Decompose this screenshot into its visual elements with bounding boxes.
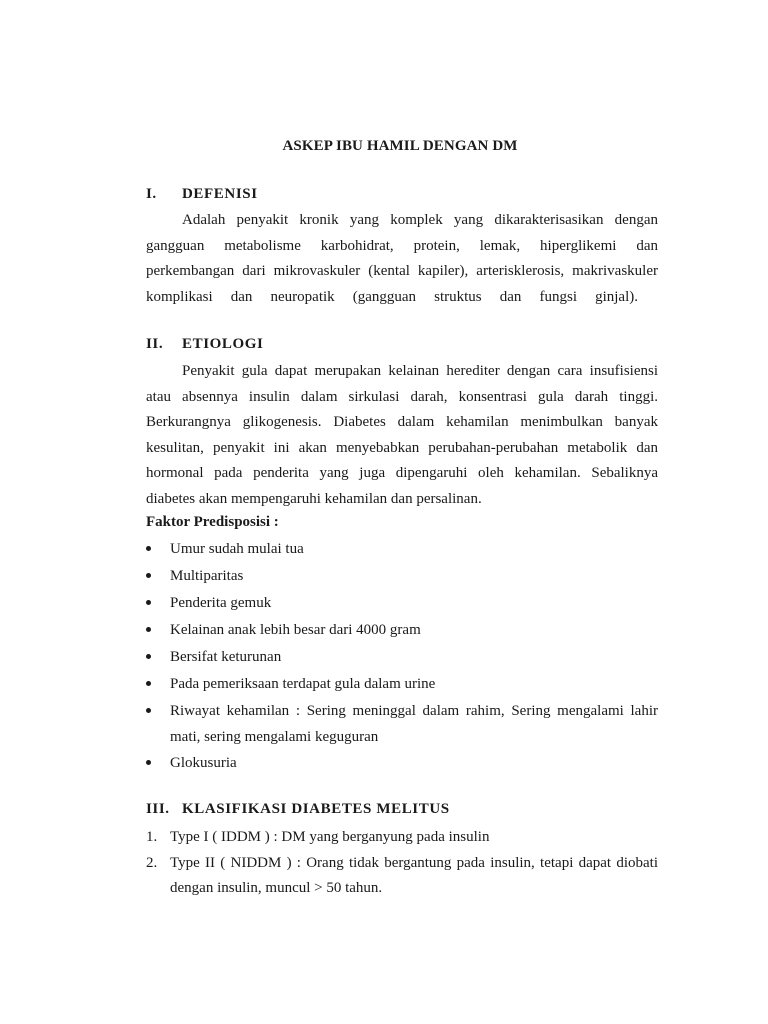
section-number: I. <box>146 186 157 202</box>
paragraph-line: perkembangan dari mikrovaskuler (kental kapiler), arterisklerosis, makrivaskuler <box>146 263 658 280</box>
bullet-icon <box>146 681 151 686</box>
paragraph-line: kesulitan, penyakit ini akan menyebabkan perubahan-perubahan metabolik dan <box>146 439 658 456</box>
section-title: KLASIFIKASI DIABETES MELITUS <box>182 801 450 817</box>
list-item: Kelainan anak lebih besar dari 4000 gram <box>146 618 658 644</box>
paragraph-line: Berkurangnya glikogenesis. Diabetes dalam kehamilan menimbulkan banyak <box>146 414 658 431</box>
bullet-icon <box>146 760 151 765</box>
section-number: II. <box>146 336 164 352</box>
paragraph-line: Penyakit gula dapat merupakan kelainan herediter dengan cara insufisiensi <box>182 363 658 379</box>
item-number: 1. <box>146 829 158 845</box>
list-item: Glokusuria <box>146 751 658 777</box>
document-title: ASKEP IBU HAMIL DENGAN DM <box>282 138 518 154</box>
bullet-icon <box>146 654 151 659</box>
section-heading-klasifikasi <box>146 801 450 818</box>
list-item: Multiparitas <box>146 564 658 590</box>
bullet-icon <box>146 627 151 632</box>
bullet-icon <box>146 600 151 605</box>
section-heading-etiologi <box>146 336 264 353</box>
paragraph-etiologi <box>146 359 658 513</box>
list-item: Umur sudah mulai tua <box>146 537 658 563</box>
list-item: 2. Type II ( NIDDM ) : Orang tidak bergantung pada insulin, tetapi dapat diobati dengan insulin, muncul > 50 tahun. <box>146 851 658 902</box>
paragraph-line: komplikasi dan neuropatik (gangguan struktus dan fungsi ginjal). <box>146 288 638 305</box>
paragraph-line: gangguan metabolisme karbohidrat, protein, lemak, hiperglikemi dan <box>146 237 658 254</box>
section-heading-defenisi <box>146 186 258 203</box>
paragraph-line: hormonal pada penderita yang juga dipengaruhi oleh kehamilan. Sebaliknya <box>146 465 658 482</box>
paragraph-line: atau absennya insulin dalam sirkulasi darah, konsentrasi gula darah tinggi. <box>146 388 658 405</box>
item-number: 2. <box>146 854 158 871</box>
list-item: 1. Type I ( IDDM ) : DM yang berganyung pada insulin <box>146 825 658 851</box>
paragraph-line: Adalah penyakit kronik yang komplek yang dikarakterisasikan dengan <box>182 212 658 228</box>
bullet-icon <box>146 573 151 578</box>
list-item: Riwayat kehamilan : Sering meninggal dalam rahim, Sering mengalami lahir mati, sering mengalami keguguran <box>146 699 658 750</box>
list-item: Bersifat keturunan <box>146 645 658 671</box>
paragraph-defenisi <box>146 208 658 310</box>
bullet-icon <box>146 546 151 551</box>
section-number: III. <box>146 801 170 817</box>
section-title: ETIOLOGI <box>182 336 264 352</box>
bullet-list-faktor <box>146 537 658 777</box>
list-item: Penderita gemuk <box>146 591 658 617</box>
list-item: Pada pemeriksaan terdapat gula dalam urine <box>146 672 658 698</box>
subheading-faktor-predisposisi: Faktor Predisposisi : <box>146 514 279 530</box>
paragraph-line: diabetes akan mempengaruhi kehamilan dan persalinan. <box>146 490 482 507</box>
section-title: DEFENISI <box>182 186 258 202</box>
numbered-list-klasifikasi <box>146 825 658 902</box>
bullet-icon <box>146 708 151 713</box>
